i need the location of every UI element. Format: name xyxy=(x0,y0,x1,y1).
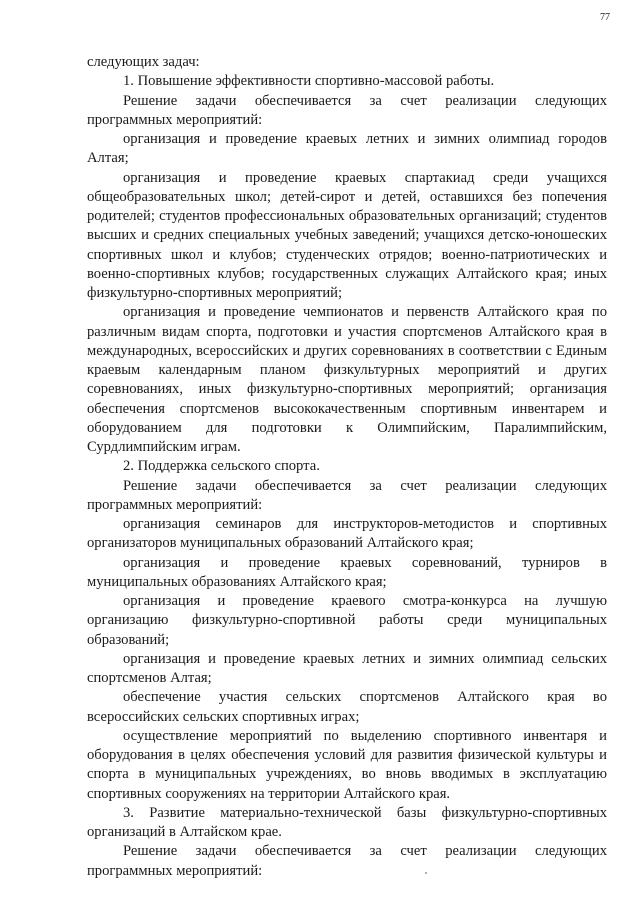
list-item: организация и проведение краевых летних и зимних олимпиад сельских спортсменов Алтая; xyxy=(87,650,607,686)
document-body xyxy=(87,53,607,881)
task-heading: 3. Развитие материально-технической базы физкультурно-спортивных организаций в Алтайском крае. xyxy=(87,804,607,840)
list-item: организация и проведение краевого смотра-конкурса на лучшую организацию физкультурно-спортивной работы среди муниципальных образований; xyxy=(87,593,607,648)
task-heading: 1. Повышение эффективности спортивно-массовой работы. xyxy=(123,73,495,90)
list-item: осуществление мероприятий по выделению спортивного инвентаря и оборудования в целях обеспечения условий для развития физической культуры и спорта в муниципальных учреждениях, во вновь вводимых в эксплуатацию спортивных сооружениях на территории Алтайского края. xyxy=(87,727,607,802)
paragraph: Решение задачи обеспечивается за счет реализации следующих программных мероприятий: xyxy=(87,843,607,879)
paragraph: Решение задачи обеспечивается за счет реализации следующих программных мероприятий: xyxy=(87,477,607,513)
task-heading: 2. Поддержка сельского спорта. xyxy=(123,458,320,475)
list-item: организация и проведение краевых спартакиад среди учащихся общеобразовательных школ; детей-сирот и детей, оставшихся без попечения родителей; студентов профессиональных образовательных организаций; студентов высших и средних специальных учебных заведений; учащихся детско-юношеских спортивных школ и клубов; студенческих отрядов; военно-патриотических и военно-спортивных клубов; государственных служащих Алтайского края; иных физкультурно-спортивных мероприятий; xyxy=(87,169,607,301)
paragraph: Решение задачи обеспечивается за счет реализации следующих программных мероприятий: xyxy=(87,92,607,128)
list-item: организация и проведение краевых соревнований, турниров в муниципальных образованиях Алтайского края; xyxy=(87,554,607,590)
list-item: организация семинаров для инструкторов-методистов и спортивных организаторов муниципальных образований Алтайского края; xyxy=(87,516,607,552)
list-item: обеспечение участия сельских спортсменов Алтайского края во всероссийских сельских спортивных играх; xyxy=(87,689,607,725)
list-item: организация и проведение краевых летних и зимних олимпиад городов Алтая; xyxy=(87,131,607,167)
list-item: организация и проведение чемпионатов и первенств Алтайского края по различным видам спорта, подготовки и участия спортсменов Алтайского края в международных, всероссийских и других соревнованиях в соответствии с Единым краевым календарным планом физкультурных мероприятий и других соревнованиях, иных физкультурно-спортивных мероприятий; организация обеспечения спортсменов высококачественным спортивным инвентарем и оборудованием для подготовки к Олимпийским, Паралимпийским, Сурдлимпийским играм. xyxy=(87,304,607,455)
scan-speck xyxy=(425,872,427,874)
paragraph: следующих задач: xyxy=(87,54,200,70)
page-number: 77 xyxy=(600,12,610,23)
